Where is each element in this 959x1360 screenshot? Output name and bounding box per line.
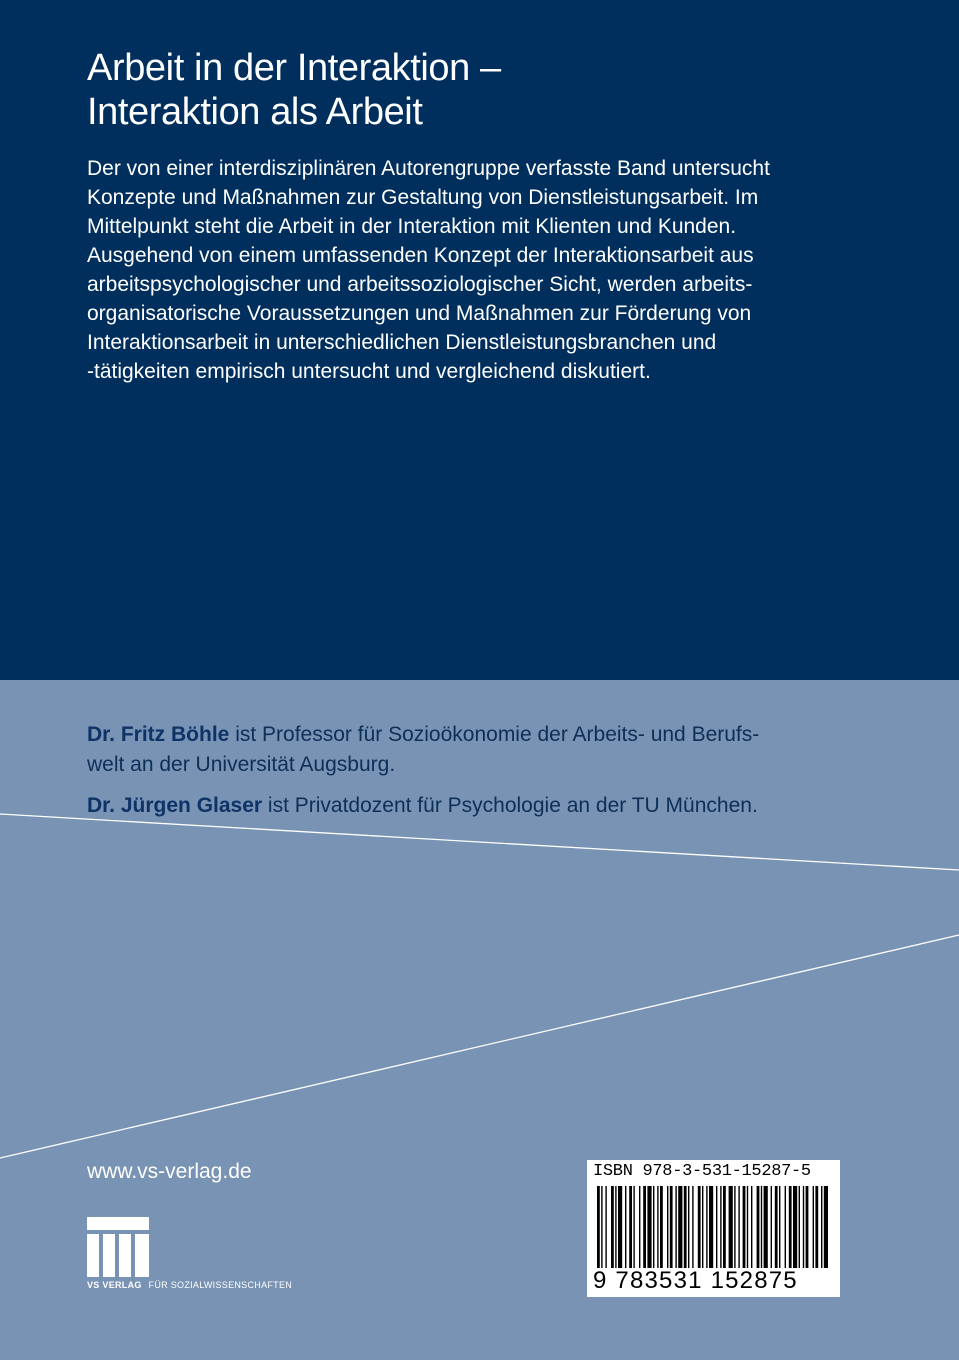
title-line-1: Arbeit in der Interaktion – [87, 47, 501, 89]
barcode-bar [639, 1186, 640, 1268]
isbn-label: ISBN 978-3-531-15287-5 [593, 1162, 811, 1181]
barcode-bar [615, 1186, 616, 1268]
barcode-bar [670, 1186, 673, 1268]
barcode-bar [806, 1186, 809, 1268]
barcode-bar [698, 1186, 701, 1268]
barcode-bar [723, 1186, 726, 1268]
barcode-bar [611, 1186, 614, 1268]
barcode-bar [706, 1186, 707, 1268]
title-line-2: Interaktion als Arbeit [87, 91, 423, 133]
barcode-bar [716, 1186, 717, 1268]
barcode-bar [803, 1186, 804, 1268]
isbn-barcode [587, 1160, 840, 1297]
description-line: arbeitspsychologischer und arbeitssoziologischer Sicht, werden arbeits- [87, 273, 753, 296]
barcode-bar [618, 1186, 622, 1268]
publisher-url[interactable]: www.vs-verlag.de [87, 1160, 252, 1183]
barcode-bar [647, 1186, 651, 1268]
barcode-bar [692, 1186, 693, 1268]
barcode-bar [625, 1186, 626, 1268]
barcode-bar [702, 1186, 703, 1268]
publisher-logo-icon [87, 1217, 149, 1277]
barcode-bar [729, 1186, 733, 1268]
barcode-bar [789, 1186, 792, 1268]
barcode-bar [629, 1186, 632, 1268]
decorative-line [0, 814, 959, 870]
barcode-bar [684, 1186, 687, 1268]
barcode-bar [757, 1186, 760, 1268]
barcode-bar [815, 1186, 818, 1268]
barcode-bar [779, 1186, 780, 1268]
barcode-bar [709, 1186, 713, 1268]
barcode-bar [764, 1186, 768, 1268]
author-bio-boehle [87, 720, 759, 780]
barcode-bar [743, 1186, 746, 1268]
description-line: organisatorische Voraussetzungen und Maßnahmen zur Förderung von [87, 302, 752, 325]
barcode-bar [601, 1186, 602, 1268]
barcode-bar [751, 1186, 752, 1268]
barcode-bar [799, 1186, 800, 1268]
publisher-name-bold: VS VERLAG [87, 1280, 142, 1290]
book-title [87, 46, 501, 134]
barcode-bar [653, 1186, 654, 1268]
description-line: Mittelpunkt steht die Arbeit in der Interaktion mit Klienten und Kunden. [87, 215, 737, 238]
author-bio-text: ist Privatdozent für Psychologie an der TU München. [262, 794, 758, 817]
barcode-bar [605, 1186, 606, 1268]
book-description [87, 154, 887, 386]
barcode-bar [747, 1186, 748, 1268]
author-bio-glaser [87, 791, 758, 821]
barcode-bar [785, 1186, 786, 1268]
description-line: Interaktionsarbeit in unterschiedlichen Dienstleistungsbranchen und [87, 331, 717, 354]
barcode-bar [643, 1186, 646, 1268]
barcode-bars [595, 1186, 831, 1268]
description-line: Der von einer interdisziplinären Autorengruppe verfasste Band untersucht [87, 157, 770, 180]
author-bio-text: ist Professor für Sozioökonomie der Arbeits- und Berufs- [229, 723, 760, 746]
barcode-bar [597, 1186, 600, 1268]
barcode-bar [821, 1186, 822, 1268]
barcode-bar [657, 1186, 658, 1268]
author-name: Dr. Fritz Böhle [87, 723, 230, 746]
barcode-bar [633, 1186, 634, 1268]
author-bio-text: welt an der Universität Augsburg. [87, 753, 396, 776]
barcode-digits: 9 783531 152875 [593, 1267, 798, 1294]
description-line: -tätigkeiten empirisch untersucht und vergleichend diskutiert. [87, 360, 651, 383]
description-line: Konzepte und Maßnahmen zur Gestaltung von Dienstleistungsarbeit. Im [87, 186, 759, 209]
barcode-bar [667, 1186, 668, 1268]
barcode-bar [775, 1186, 778, 1268]
barcode-bar [738, 1186, 739, 1268]
publisher-name [87, 1280, 292, 1290]
publisher-name-rest: FÜR SOZIALWISSENSCHAFTEN [148, 1280, 293, 1290]
barcode-bar [660, 1186, 663, 1268]
barcode-bar [813, 1186, 814, 1268]
barcode-bar [720, 1186, 721, 1268]
description-line: Ausgehend von einem umfassenden Konzept der Interaktionsarbeit aus [87, 244, 754, 267]
barcode-bar [734, 1186, 735, 1268]
barcode-bar [688, 1186, 689, 1268]
barcode-bar [824, 1186, 828, 1268]
barcode-bar [761, 1186, 762, 1268]
barcode-bar [675, 1186, 676, 1268]
barcode-bar [793, 1186, 797, 1268]
barcode-bar [678, 1186, 682, 1268]
decorative-line [0, 935, 959, 1158]
author-name: Dr. Jürgen Glaser [87, 794, 263, 817]
barcode-bar [771, 1186, 772, 1268]
